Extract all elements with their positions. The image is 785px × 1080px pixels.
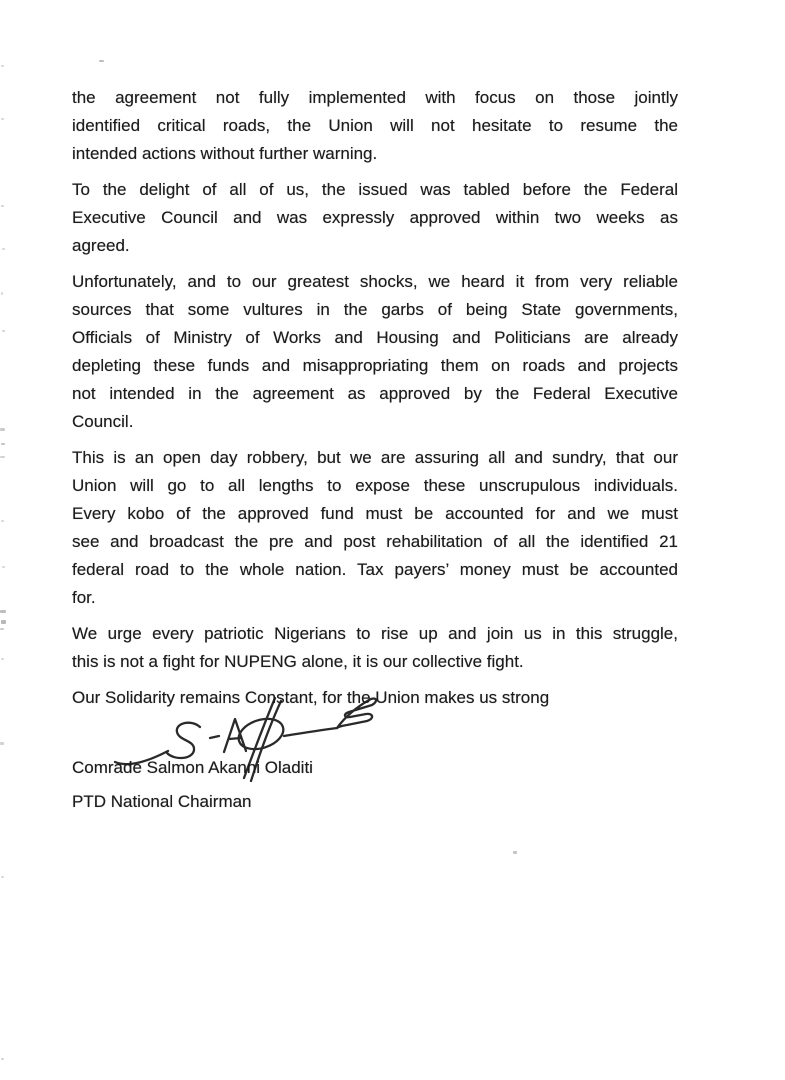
text-line: Council. [72,412,134,431]
text-line: intended actions without further warning. [72,144,378,163]
paragraph [72,84,678,168]
scan-speck [1,65,4,67]
text-line: federal road to the whole nation. Tax payers’ money must be accounted [72,560,678,579]
paragraph [72,444,678,612]
scan-speck [1,620,6,624]
scan-speck [1,876,4,878]
text-line: identified critical roads, the Union will not hesitate to resume the [72,116,678,135]
scan-speck [0,456,5,458]
text-line: depleting these funds and misappropriating them on roads and projects [72,356,678,375]
letter-body [72,84,678,816]
scan-speck [0,428,5,431]
text-line: agreed. [72,236,130,255]
text-line: Every kobo of the approved fund must be accounted for and we must [72,504,678,523]
scan-speck [99,60,104,62]
text-line: Officials of Ministry of Works and Housing and Politicians are already [72,328,678,347]
scan-speck [513,851,517,854]
text-line: see and broadcast the pre and post rehabilitation of all the identified 21 [72,532,678,551]
text-line: for. [72,588,96,607]
scan-speck [2,248,5,250]
scan-speck [1,205,4,207]
scan-speck [2,330,5,332]
signatory-name: Comrade Salmon Akanni Oladiti [72,758,313,777]
text-line: We urge every patriotic Nigerians to rise up and join us in this struggle, [72,624,678,643]
closing-line [72,684,678,712]
scan-speck [1,1058,4,1060]
scan-speck [0,610,6,613]
scan-speck [1,292,3,295]
text-line: the agreement not fully implemented with focus on those jointly [72,88,678,107]
scan-speck [2,566,5,568]
paragraph [72,176,678,260]
scan-speck [0,628,4,630]
scan-speck [1,118,4,120]
text-line: Our Solidarity remains Constant, for the Union makes us strong [72,688,550,707]
signatory-title: PTD National Chairman [72,792,252,811]
text-line: This is an open day robbery, but we are assuring all and sundry, that our [72,448,678,467]
text-line: this is not a fight for NUPENG alone, it is our collective fight. [72,652,524,671]
scan-speck [1,658,4,660]
text-line: Unfortunately, and to our greatest shocks, we heard it from very reliable [72,272,678,291]
text-line: not intended in the agreement as approved by the Federal Executive [72,384,678,403]
paragraph [72,620,678,676]
scan-speck [1,443,5,445]
text-line: Executive Council and was expressly approved within two weeks as [72,208,678,227]
text-line: sources that some vultures in the garbs of being State governments, [72,300,678,319]
text-line: To the delight of all of us, the issued was tabled before the Federal [72,180,678,199]
paragraph [72,268,678,436]
scan-speck [1,520,4,522]
text-line: Union will go to all lengths to expose these unscrupulous individuals. [72,476,678,495]
scan-speck [0,742,4,745]
